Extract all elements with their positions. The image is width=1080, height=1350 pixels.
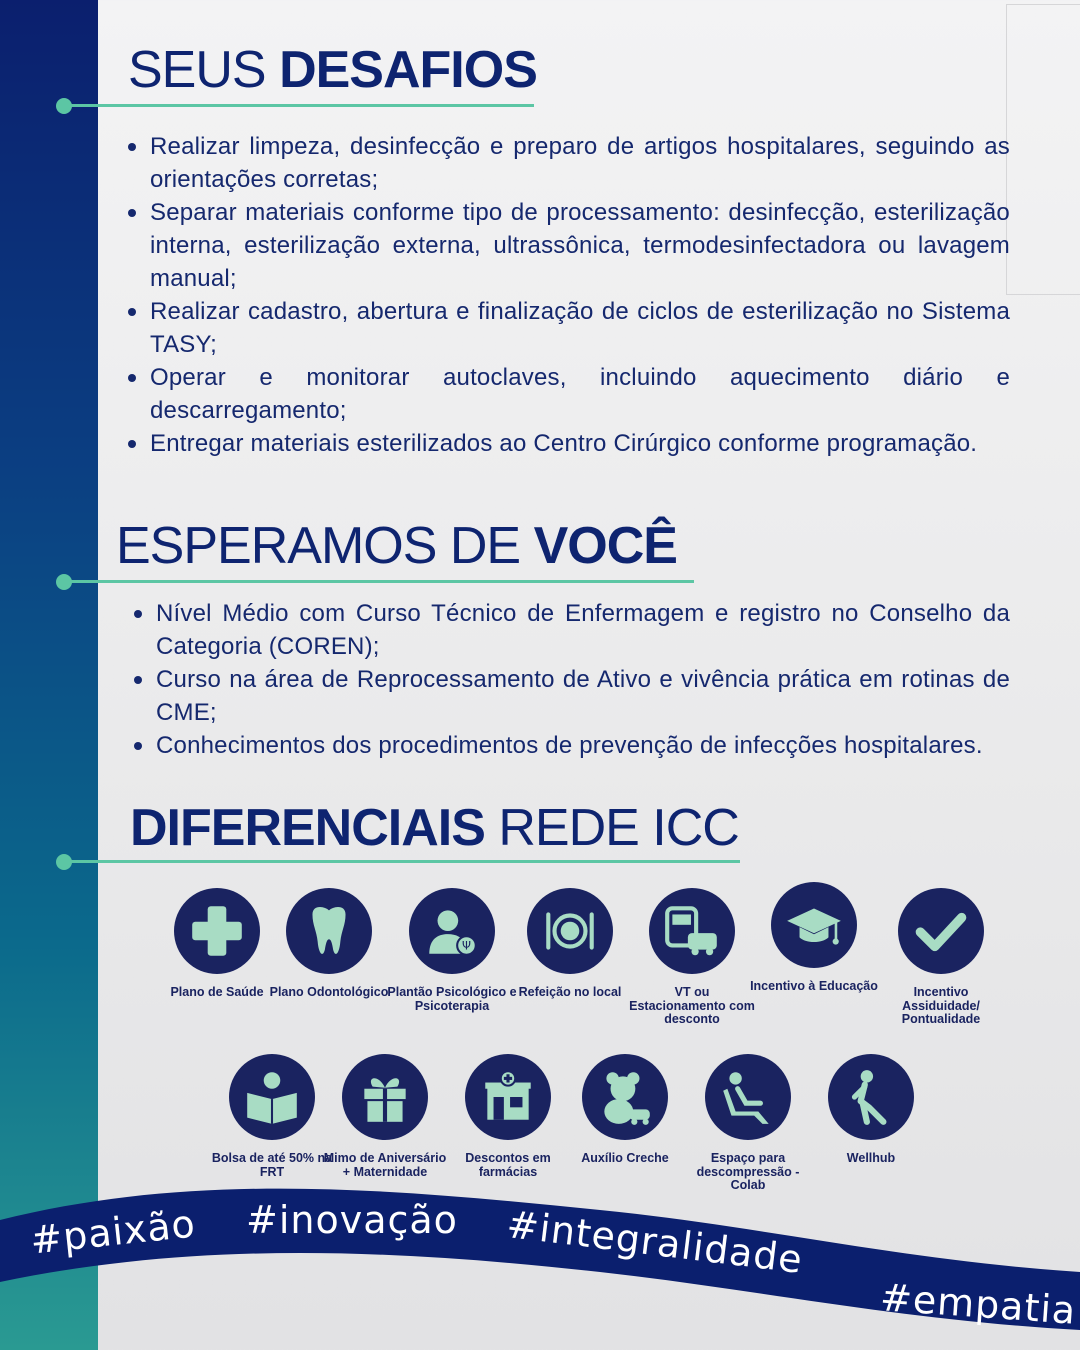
checkmark-icon	[910, 900, 972, 962]
list-item: Curso na área de Reprocessamento de Ativo e vivência prática em rotinas de CME;	[134, 663, 1010, 729]
expect-heading: ESPERAMOS DE VOCÊ	[116, 517, 677, 575]
bus-car-icon	[661, 900, 723, 962]
pharmacy-icon	[477, 1066, 539, 1128]
list-item: Realizar cadastro, abertura e finalização de ciclos de esterilização no Sistema TASY;	[128, 295, 1010, 361]
list-item: Operar e monitorar autoclaves, incluindo aquecimento diário e descarregamento;	[128, 361, 1010, 427]
benefit-decompression: Espaço para descompressão - Colab	[683, 1054, 813, 1193]
challenges-list	[128, 130, 1010, 460]
benefit-education: Incentivo à Educação	[749, 882, 879, 994]
massage-chair-icon	[717, 1066, 779, 1128]
challenges-heading: SEUS DESAFIOS	[128, 41, 537, 99]
list-item: Conhecimentos dos procedimentos de prevenção de infecções hospitalares.	[134, 729, 1010, 762]
plate-cutlery-icon	[539, 900, 601, 962]
benefit-gift: Mimo de Aniversário + Maternidade	[320, 1054, 450, 1179]
list-item: Realizar limpeza, desinfecção e preparo de artigos hospitalares, seguindo as orientações corretas;	[128, 130, 1010, 196]
teddy-bear-icon	[594, 1066, 656, 1128]
hashtag: #integralidade	[504, 1202, 806, 1282]
hashtag-banner	[0, 1180, 1080, 1350]
benefit-psychology: Ψ Plantão Psicológico e Psicoterapia	[387, 888, 517, 1013]
benefit-pharmacy: Descontos em farmácias	[443, 1054, 573, 1179]
benefit-health-plan: Plano de Saúde	[152, 888, 282, 1000]
hashtag: #inovação	[246, 1198, 458, 1242]
benefits-rule	[64, 860, 740, 863]
benefit-dental-plan: Plano Odontológico	[264, 888, 394, 1000]
plus-cross-icon	[186, 900, 248, 962]
benefits-heading: DIFERENCIAIS REDE ICC	[130, 799, 739, 857]
benefit-transport: VT ou Estacionamento com desconto	[627, 888, 757, 1027]
benefit-daycare: Auxílio Creche	[560, 1054, 690, 1166]
benefit-meal: Refeição no local	[505, 888, 635, 1000]
list-item: Entregar materiais esterilizados ao Centro Cirúrgico conforme programação.	[128, 427, 1010, 460]
gift-icon	[354, 1066, 416, 1128]
graduation-cap-icon	[783, 894, 845, 956]
benefit-wellhub: Wellhub	[806, 1054, 936, 1166]
exercise-person-icon	[840, 1066, 902, 1128]
benefit-attendance: Incentivo Assiduidade/ Pontualidade	[876, 888, 1006, 1027]
hashtag: #empatia	[878, 1275, 1078, 1333]
tooth-icon	[298, 900, 360, 962]
psychologist-icon	[421, 900, 483, 962]
left-gradient-bar	[0, 0, 98, 1350]
expect-rule	[64, 580, 694, 583]
reading-person-icon	[241, 1066, 303, 1128]
decorative-frame	[1006, 4, 1080, 295]
list-item: Nível Médio com Curso Técnico de Enfermagem e registro no Conselho da Categoria (COREN);	[134, 597, 1010, 663]
challenges-rule	[64, 104, 534, 107]
expect-list	[134, 597, 1010, 762]
hashtag: #paixão	[28, 1201, 198, 1263]
list-item: Separar materiais conforme tipo de processamento: desinfecção, esterilização interna, esterilização externa, ultrassônica, termodesinfectadora ou lavagem manual;	[128, 196, 1010, 295]
benefit-scholarship: Bolsa de até 50% na FRT	[207, 1054, 337, 1179]
svg-text:Ψ: Ψ	[461, 938, 471, 953]
